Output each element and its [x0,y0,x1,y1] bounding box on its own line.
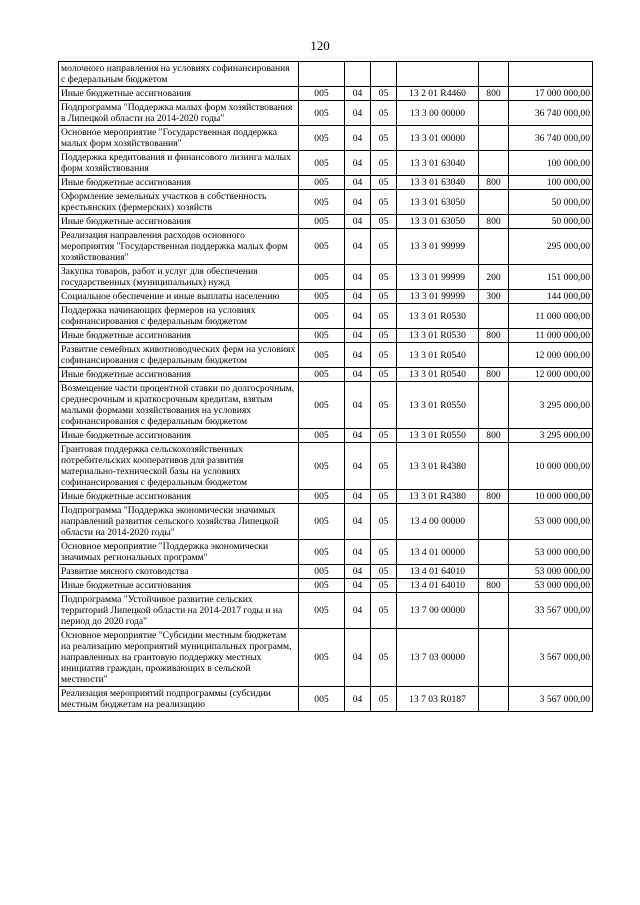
cell-subsection: 05 [371,265,397,290]
cell-admin-code: 005 [299,229,345,265]
cell-amount: 10 000 000,00 [509,443,593,490]
cell-expense-type [479,62,509,87]
table-row [59,565,593,579]
table-row [59,229,593,265]
cell-admin-code: 005 [299,429,345,443]
page-number: 120 [310,38,330,53]
cell-subsection: 05 [371,565,397,579]
table-row [59,429,593,443]
cell-subsection: 05 [371,579,397,593]
cell-section [345,62,371,87]
cell-amount: 36 740 000,00 [509,101,593,126]
cell-subsection: 05 [371,429,397,443]
cell-target-article: 13 3 01 R0540 [397,343,479,368]
budget-table [58,61,593,712]
cell-subsection: 05 [371,151,397,176]
cell-subsection: 05 [371,101,397,126]
cell-target-article: 13 3 01 63050 [397,190,479,215]
cell-expense-type [479,504,509,540]
cell-expense-type [479,190,509,215]
cell-subsection: 05 [371,229,397,265]
table-row [59,176,593,190]
cell-amount: 50 000,00 [509,215,593,229]
cell-target-article: 13 3 01 R4380 [397,443,479,490]
cell-amount: 100 000,00 [509,151,593,176]
cell-subsection: 05 [371,304,397,329]
cell-amount: 295 000,00 [509,229,593,265]
cell-section: 04 [345,490,371,504]
cell-amount: 12 000 000,00 [509,343,593,368]
cell-description: Иные бюджетные ассигнования [59,87,299,101]
cell-admin-code: 005 [299,565,345,579]
cell-expense-type [479,382,509,429]
cell-target-article: 13 3 01 99999 [397,229,479,265]
cell-section: 04 [345,443,371,490]
cell-amount: 11 000 000,00 [509,329,593,343]
cell-subsection: 05 [371,368,397,382]
table-row [59,629,593,687]
cell-target-article: 13 7 03 00000 [397,629,479,687]
cell-section: 04 [345,176,371,190]
cell-section: 04 [345,190,371,215]
cell-amount: 151 000,00 [509,265,593,290]
cell-expense-type [479,443,509,490]
cell-description: Грантовая поддержка сельскохозяйственных потребительских кооперативов для развития материально-технической базы на условиях софинансирования с федеральным бюджетом [59,443,299,490]
cell-amount [509,62,593,87]
cell-admin-code: 005 [299,304,345,329]
cell-expense-type [479,565,509,579]
cell-expense-type [479,126,509,151]
cell-admin-code: 005 [299,215,345,229]
cell-expense-type [479,540,509,565]
cell-section: 04 [345,329,371,343]
cell-expense-type [479,101,509,126]
cell-expense-type: 300 [479,290,509,304]
cell-amount: 12 000 000,00 [509,368,593,382]
cell-target-article: 13 3 01 99999 [397,265,479,290]
cell-admin-code: 005 [299,443,345,490]
cell-admin-code [299,62,345,87]
cell-expense-type: 800 [479,215,509,229]
cell-description: Поддержка начинающих фермеров на условиях софинансирования с федеральным бюджетом [59,304,299,329]
cell-subsection: 05 [371,190,397,215]
cell-admin-code: 005 [299,190,345,215]
cell-description: Оформление земельных участков в собственность крестьянских (фермерских) хозяйств [59,190,299,215]
cell-section: 04 [345,504,371,540]
cell-target-article: 13 3 01 63040 [397,151,479,176]
cell-subsection: 05 [371,443,397,490]
cell-target-article: 13 4 00 00000 [397,504,479,540]
cell-subsection: 05 [371,382,397,429]
cell-section: 04 [345,540,371,565]
cell-target-article: 13 3 01 R0530 [397,329,479,343]
cell-section: 04 [345,429,371,443]
cell-subsection: 05 [371,687,397,712]
cell-target-article: 13 7 03 R0187 [397,687,479,712]
table-row [59,687,593,712]
cell-description: Иные бюджетные ассигнования [59,490,299,504]
cell-expense-type: 800 [479,579,509,593]
cell-target-article: 13 3 01 R4380 [397,490,479,504]
cell-section: 04 [345,215,371,229]
cell-description: Развитие мясного скотоводства [59,565,299,579]
cell-expense-type [479,629,509,687]
cell-expense-type: 800 [479,329,509,343]
cell-target-article: 13 4 01 00000 [397,540,479,565]
cell-description: Иные бюджетные ассигнования [59,429,299,443]
cell-section: 04 [345,579,371,593]
cell-expense-type: 800 [479,429,509,443]
cell-admin-code: 005 [299,490,345,504]
cell-subsection: 05 [371,126,397,151]
cell-expense-type: 800 [479,368,509,382]
cell-description: Иные бюджетные ассигнования [59,176,299,190]
cell-expense-type: 800 [479,490,509,504]
cell-description: Основное мероприятие "Субсидии местным бюджетам на реализацию мероприятий муниципальных программ, направленных на грантовую поддержку местных инициатив граждан, проживающих в сельской местности" [59,629,299,687]
table-row [59,329,593,343]
cell-amount: 53 000 000,00 [509,579,593,593]
cell-amount: 36 740 000,00 [509,126,593,151]
cell-description: Реализация направления расходов основного мероприятия "Государственная поддержка малых форм хозяйствования" [59,229,299,265]
cell-section: 04 [345,687,371,712]
cell-expense-type: 800 [479,176,509,190]
table-row [59,443,593,490]
table-row [59,215,593,229]
cell-admin-code: 005 [299,290,345,304]
cell-admin-code: 005 [299,368,345,382]
cell-amount: 10 000 000,00 [509,490,593,504]
table-row [59,343,593,368]
cell-target-article: 13 3 01 R0550 [397,382,479,429]
cell-subsection: 05 [371,87,397,101]
cell-admin-code: 005 [299,382,345,429]
cell-description: Социальное обеспечение и иные выплаты населению [59,290,299,304]
cell-target-article: 13 2 01 R4460 [397,87,479,101]
cell-amount: 33 567 000,00 [509,593,593,629]
table-row [59,62,593,87]
cell-admin-code: 005 [299,151,345,176]
cell-admin-code: 005 [299,176,345,190]
table-row [59,382,593,429]
cell-section: 04 [345,126,371,151]
table-row [59,290,593,304]
cell-subsection: 05 [371,490,397,504]
cell-section: 04 [345,290,371,304]
cell-description: Иные бюджетные ассигнования [59,368,299,382]
cell-admin-code: 005 [299,579,345,593]
cell-subsection: 05 [371,593,397,629]
cell-admin-code: 005 [299,343,345,368]
cell-section: 04 [345,343,371,368]
cell-expense-type [479,151,509,176]
table-row [59,490,593,504]
cell-section: 04 [345,629,371,687]
table-row [59,579,593,593]
cell-section: 04 [345,265,371,290]
cell-admin-code: 005 [299,101,345,126]
cell-section: 04 [345,101,371,126]
table-row [59,87,593,101]
cell-subsection: 05 [371,343,397,368]
table-row [59,504,593,540]
cell-description: Возмещение части процентной ставки по долгосрочным, среднесрочным и краткосрочным кредитам, взятым малыми формами хозяйствования на условиях софинансирования с федеральным бюджетом [59,382,299,429]
cell-target-article: 13 3 01 63050 [397,215,479,229]
cell-admin-code: 005 [299,504,345,540]
cell-target-article: 13 3 01 R0550 [397,429,479,443]
cell-expense-type [479,343,509,368]
cell-subsection: 05 [371,215,397,229]
cell-amount: 11 000 000,00 [509,304,593,329]
cell-target-article: 13 7 00 00000 [397,593,479,629]
cell-amount: 100 000,00 [509,176,593,190]
cell-subsection: 05 [371,290,397,304]
cell-target-article: 13 3 00 00000 [397,101,479,126]
cell-description: Подпрограмма "Поддержка экономически значимых направлений развития сельского хозяйства Липецкой области на 2014-2020 годы" [59,504,299,540]
cell-section: 04 [345,382,371,429]
cell-amount: 53 000 000,00 [509,504,593,540]
cell-subsection: 05 [371,504,397,540]
cell-admin-code: 005 [299,687,345,712]
cell-amount: 17 000 000,00 [509,87,593,101]
table-row [59,368,593,382]
cell-description: Иные бюджетные ассигнования [59,329,299,343]
cell-expense-type: 800 [479,87,509,101]
cell-admin-code: 005 [299,540,345,565]
cell-target-article: 13 3 01 99999 [397,290,479,304]
cell-expense-type [479,687,509,712]
cell-expense-type [479,304,509,329]
table-row [59,593,593,629]
cell-admin-code: 005 [299,329,345,343]
cell-description: Подпрограмма "Устойчивое развитие сельских территорий Липецкой области на 2014-2017 годы и на период до 2020 года" [59,593,299,629]
cell-target-article: 13 3 01 63040 [397,176,479,190]
cell-target-article: 13 3 01 R0540 [397,368,479,382]
cell-amount: 50 000,00 [509,190,593,215]
cell-amount: 3 295 000,00 [509,429,593,443]
table-row [59,101,593,126]
cell-admin-code: 005 [299,629,345,687]
cell-description: Иные бюджетные ассигнования [59,215,299,229]
cell-target-article: 13 4 01 64010 [397,565,479,579]
table-row [59,151,593,176]
cell-target-article: 13 4 01 64010 [397,579,479,593]
cell-amount: 53 000 000,00 [509,565,593,579]
table-row [59,126,593,151]
cell-description: Закупка товаров, работ и услуг для обеспечения государственных (муниципальных) нужд [59,265,299,290]
cell-section: 04 [345,368,371,382]
cell-description: Основное мероприятие "Поддержка экономически значимых региональных программ" [59,540,299,565]
cell-expense-type [479,593,509,629]
cell-description: Реализация мероприятий подпрограммы (субсидии местным бюджетам на реализацию [59,687,299,712]
cell-description: Иные бюджетные ассигнования [59,579,299,593]
cell-expense-type: 200 [479,265,509,290]
cell-subsection [371,62,397,87]
cell-section: 04 [345,229,371,265]
cell-expense-type [479,229,509,265]
cell-section: 04 [345,593,371,629]
cell-subsection: 05 [371,329,397,343]
cell-admin-code: 005 [299,126,345,151]
cell-amount: 3 567 000,00 [509,687,593,712]
cell-admin-code: 005 [299,265,345,290]
cell-subsection: 05 [371,540,397,565]
cell-section: 04 [345,151,371,176]
cell-description: Поддержка кредитования и финансового лизинга малых форм хозяйствования [59,151,299,176]
cell-target-article: 13 3 01 R0530 [397,304,479,329]
table-row [59,190,593,215]
cell-admin-code: 005 [299,593,345,629]
cell-description: Основное мероприятие "Государственная поддержка малых форм хозяйствования" [59,126,299,151]
cell-section: 04 [345,87,371,101]
cell-admin-code: 005 [299,87,345,101]
cell-description: молочного направления на условиях софинансирования с федеральным бюджетом [59,62,299,87]
cell-target-article [397,62,479,87]
cell-amount: 144 000,00 [509,290,593,304]
cell-amount: 53 000 000,00 [509,540,593,565]
cell-amount: 3 295 000,00 [509,382,593,429]
table-row [59,540,593,565]
cell-description: Подпрограмма "Поддержка малых форм хозяйствования в Липецкой области на 2014-2020 годы" [59,101,299,126]
table-row [59,265,593,290]
cell-section: 04 [345,304,371,329]
cell-subsection: 05 [371,629,397,687]
cell-section: 04 [345,565,371,579]
cell-target-article: 13 3 01 00000 [397,126,479,151]
table-row [59,304,593,329]
cell-amount: 3 567 000,00 [509,629,593,687]
cell-description: Развитие семейных животноводческих ферм на условиях софинансирования с федеральным бюджетом [59,343,299,368]
cell-subsection: 05 [371,176,397,190]
